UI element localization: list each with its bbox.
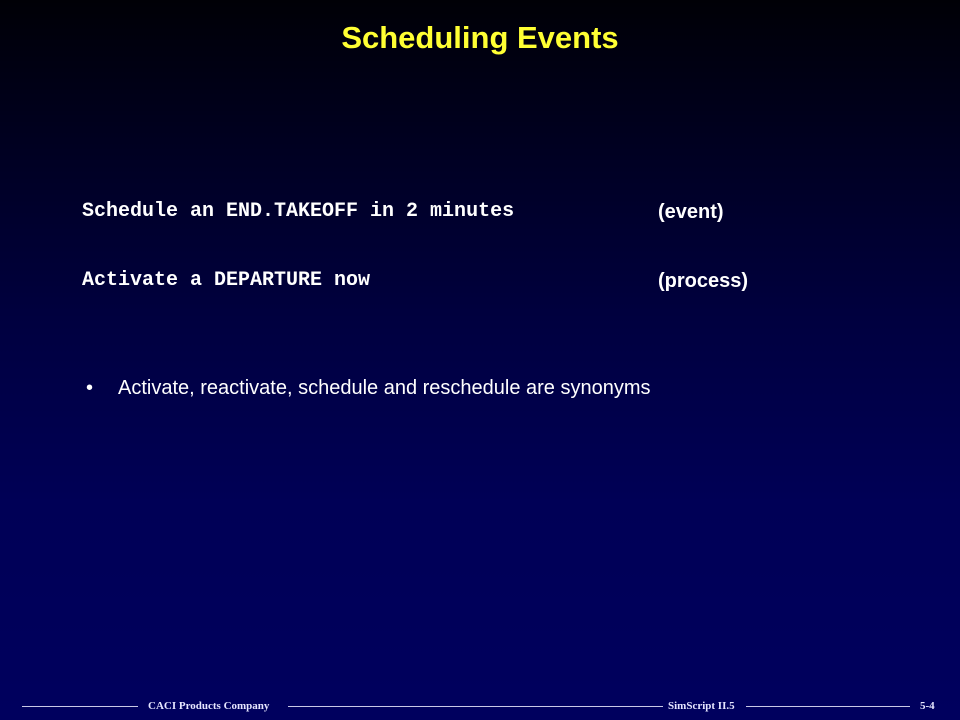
code-line-schedule [82,197,802,227]
footer-divider [746,706,910,707]
code-tag: (event) [658,201,724,223]
bullet-icon: • [86,377,94,399]
footer-product: SimScript II.5 [668,700,735,712]
bullet-text: Activate, reactivate, schedule and reschedule are synonyms [118,377,651,399]
footer-company: CACI Products Company [148,700,270,712]
footer-page-number: 5-4 [920,700,935,712]
code-tag: (process) [658,270,749,292]
footer-divider [288,706,663,707]
slide-footer [22,698,942,714]
code-statement: Schedule an END.TAKEOFF in 2 minutes [82,200,515,223]
code-statement: Activate a DEPARTURE now [82,269,371,292]
footer-divider [22,706,138,707]
slide-title: Scheduling Events [341,20,619,55]
bullet-item [86,373,886,403]
code-line-activate [82,266,802,296]
